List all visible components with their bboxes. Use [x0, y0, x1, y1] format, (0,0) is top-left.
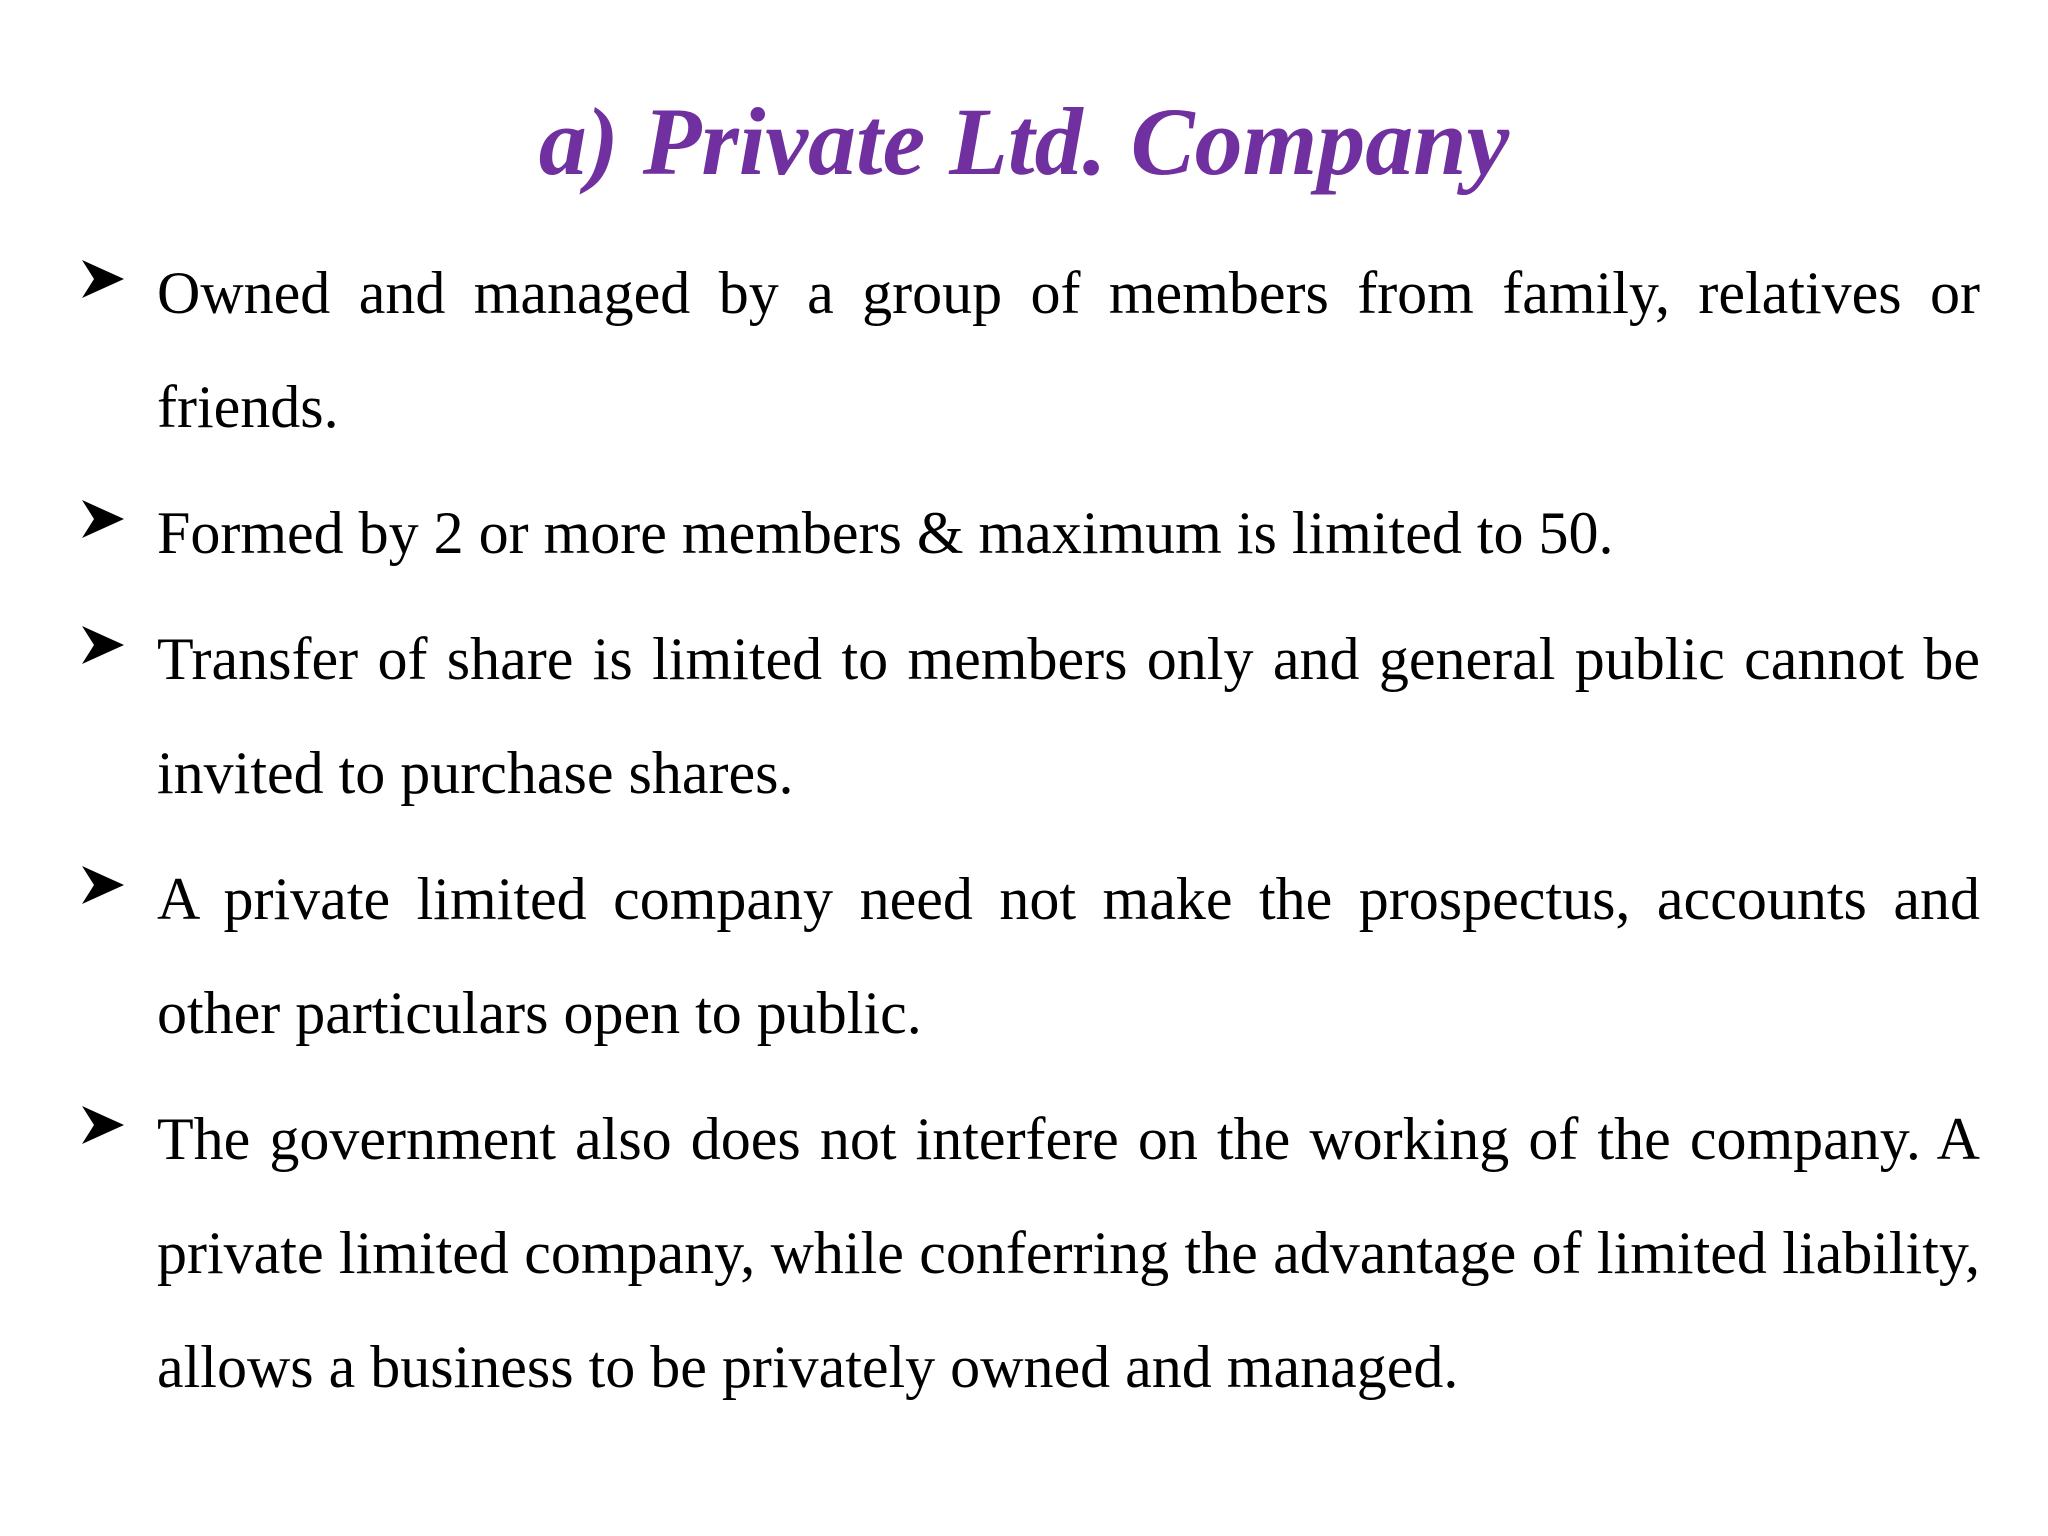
bullet-text: Owned and managed by a group of members from family, relatives or friends. — [157, 260, 1980, 440]
bullet-text: A private limited company need not make the prospectus, accounts and other particulars open to public. — [157, 866, 1980, 1046]
bullet-list — [80, 236, 1980, 1436]
arrowhead-bullet-icon — [80, 1102, 126, 1148]
slide-title: a) Private Ltd. Company — [538, 88, 1510, 195]
arrowhead-bullet-icon — [80, 256, 126, 302]
bullet-item — [80, 602, 1980, 830]
arrowhead-bullet-icon — [80, 862, 126, 908]
bullet-item — [80, 236, 1980, 464]
bullet-item — [80, 842, 1980, 1070]
bullet-item — [80, 476, 1980, 590]
arrowhead-bullet-icon — [80, 622, 126, 668]
bullet-text: Formed by 2 or more members & maximum is limited to 50. — [157, 500, 1614, 566]
bullet-text: The government also does not interfere on the working of the company. A private limited company, while conferring the advantage of limited liability, allows a business to be privately owned and managed. — [157, 1106, 1980, 1400]
bullet-text: Transfer of share is limited to members only and general public cannot be invited to purchase shares. — [157, 626, 1980, 806]
arrowhead-bullet-icon — [80, 496, 126, 542]
bullet-item — [80, 1082, 1980, 1424]
